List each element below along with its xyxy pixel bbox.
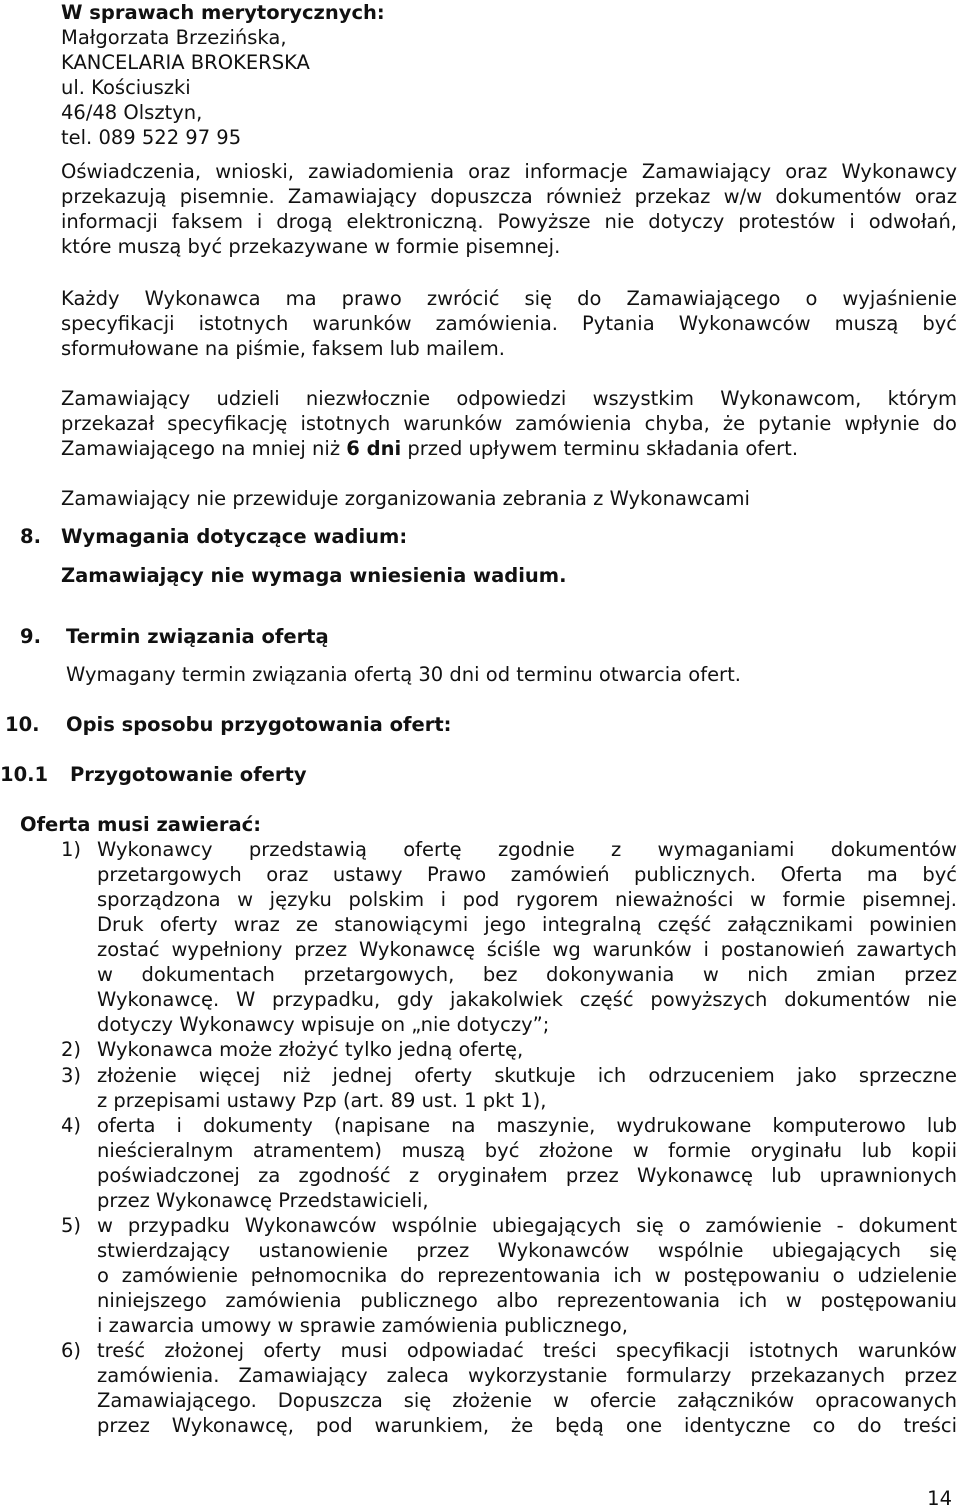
list-item-line: Zamawiającego. Dopuszcza się złożenie w ofercie załączników opracowanych bbox=[97, 1389, 957, 1412]
list-item-line: przetargowych oraz ustawy Prawo zamówień publicznych. Oferta ma być bbox=[97, 863, 957, 886]
deadline-text: przed upływem terminu składania ofert. bbox=[401, 437, 799, 460]
paragraph-line: Każdy Wykonawca ma prawo zwrócić się do Zamawiającego o wyjaśnienie bbox=[61, 287, 957, 310]
list-item-line: i zawarcia umowy w sprawie zamówienia publicznego, bbox=[97, 1314, 628, 1337]
section-10-1-title: Przygotowanie oferty bbox=[70, 763, 307, 786]
list-item-line: w dokumentach przetargowych, bez dokonywania w nich zmian przez bbox=[97, 963, 957, 986]
section-9-text: Wymagany termin związania ofertą 30 dni od terminu otwarcia ofert. bbox=[66, 663, 741, 686]
list-item-line: zamówienia. Zamawiający zaleca wykorzystanie formularzy przekazanych przez bbox=[97, 1364, 957, 1387]
section-8-number: 8. bbox=[20, 525, 41, 548]
paragraph-line: które muszą być przekazywane w formie pisemnej. bbox=[61, 235, 561, 258]
contact-line: Małgorzata Brzezińska, bbox=[61, 26, 287, 49]
list-item-number: 1) bbox=[61, 838, 82, 861]
section-8-title: Wymagania dotyczące wadium: bbox=[61, 525, 408, 548]
paragraph-clarification bbox=[61, 286, 957, 361]
list-item-line: o zamówienie pełnomocnika do reprezentowania ich w postępowaniu o udzielenie bbox=[97, 1264, 957, 1287]
list-item-number: 5) bbox=[61, 1214, 82, 1237]
paragraph-line: informacji faksem i drogą elektroniczną. Powyższe nie dotyczy protestów i odwołań, bbox=[61, 210, 957, 233]
contact-line: KANCELARIA BROKERSKA bbox=[61, 51, 310, 74]
list-item-line: zostać wypełniony przez Wykonawcę ściśle wg warunków i postanowień zawartych bbox=[97, 938, 957, 961]
list-item-line: sporządzona w języku polskim i pod rygorem nieważności w formie pisemnej. bbox=[97, 888, 957, 911]
contact-block bbox=[61, 0, 421, 150]
list-item-line: w przypadku Wykonawców wspólnie ubiegających się o zamówienie - dokument bbox=[97, 1214, 957, 1237]
contact-heading: W sprawach merytorycznych: bbox=[61, 1, 385, 24]
list-item-line: Wykonawca może złożyć tylko jedną ofertę, bbox=[97, 1038, 524, 1061]
paragraph-meeting bbox=[61, 486, 750, 511]
offer-requirements-list bbox=[61, 837, 957, 1487]
paragraph-line bbox=[61, 436, 957, 461]
section-8-text: Zamawiający nie wymaga wniesienia wadium. bbox=[61, 564, 567, 587]
deadline-days: 6 dni bbox=[346, 437, 402, 460]
section-9-number: 9. bbox=[20, 625, 41, 648]
list-item-number: 3) bbox=[61, 1064, 82, 1087]
list-item-number: 2) bbox=[61, 1038, 82, 1061]
section-10-title: Opis sposobu przygotowania ofert: bbox=[66, 713, 452, 736]
list-item-line: złożenie więcej niż jednej oferty skutkuje ich odrzuceniem jako sprzeczne bbox=[97, 1064, 957, 1087]
paragraph-response bbox=[61, 386, 957, 461]
list-item-line: z przepisami ustawy Pzp (art. 89 ust. 1 pkt 1), bbox=[97, 1089, 547, 1112]
list-item-line: stwierdzający ustanowienie przez Wykonawców wspólnie ubiegających się bbox=[97, 1239, 957, 1262]
paragraph-line: przekazują pisemnie. Zamawiający dopuszcza również przekaz w/w dokumentów oraz bbox=[61, 185, 957, 208]
list-item-line: Wykonawcy przedstawią ofertę zgodnie z wymaganiami dokumentów bbox=[97, 838, 957, 861]
section-9-title: Termin związania ofertą bbox=[66, 625, 329, 648]
contact-line: 46/48 Olsztyn, bbox=[61, 101, 203, 124]
paragraph-line: Oświadczenia, wnioski, zawiadomienia oraz informacje Zamawiający oraz Wykonawcy bbox=[61, 160, 957, 183]
list-item-line: niniejszego zamówienia publicznego albo reprezentowania ich w postępowaniu bbox=[97, 1289, 957, 1312]
list-item-line: oferta i dokumenty (napisane na maszynie, wydrukowane komputerowo lub bbox=[97, 1114, 957, 1137]
paragraph-communication bbox=[61, 159, 957, 259]
list-item-line: przez Wykonawcę Przedstawicieli, bbox=[97, 1189, 429, 1212]
list-item-line: nieścieralnym atramentem) muszą być złożone w formie oryginału lub kopii bbox=[97, 1139, 957, 1162]
list-item-number: 6) bbox=[61, 1339, 82, 1362]
list-item-line: Druk oferty wraz ze stanowiącymi jego integralną część załącznikami powinien bbox=[97, 913, 957, 936]
list-item-line: treść złożonej oferty musi odpowiadać treści specyfikacji istotnych warunków bbox=[97, 1339, 957, 1362]
list-item-number: 4) bbox=[61, 1114, 82, 1137]
offer-heading: Oferta musi zawierać: bbox=[20, 813, 262, 836]
paragraph-line: przekazał specyfikację istotnych warunków zamówienia chyba, że pytanie wpłynie do bbox=[61, 412, 957, 435]
paragraph-line: Zamawiający udzieli niezwłocznie odpowiedzi wszystkim Wykonawcom, którym bbox=[61, 387, 957, 410]
contact-line: tel. 089 522 97 95 bbox=[61, 126, 242, 149]
contact-line: ul. Kościuszki bbox=[61, 76, 191, 99]
list-item-line: Wykonawcę. W przypadku, gdy jakakolwiek część powyższych dokumentów nie bbox=[97, 988, 957, 1011]
section-10-number: 10. bbox=[5, 713, 40, 736]
list-item-line: przez Wykonawcę, pod warunkiem, że będą one identyczne co do treści bbox=[97, 1414, 957, 1437]
paragraph-line: specyfikacji istotnych warunków zamówienia. Pytania Wykonawców muszą być bbox=[61, 312, 957, 335]
list-item-line: dotyczy Wykonawcy wpisuje on „nie dotyczy”; bbox=[97, 1013, 550, 1036]
page-number: 14 bbox=[927, 1487, 952, 1510]
list-item-line: poświadczonej za zgodność z oryginałem przez Wykonawcę lub uprawnionych bbox=[97, 1164, 957, 1187]
section-10-1-number: 10.1 bbox=[0, 763, 49, 786]
deadline-text: Zamawiającego na mniej niż bbox=[61, 437, 347, 460]
paragraph-line: Zamawiający nie przewiduje zorganizowania zebrania z Wykonawcami bbox=[61, 487, 750, 510]
paragraph-line: sformułowane na piśmie, faksem lub mailem. bbox=[61, 337, 505, 360]
